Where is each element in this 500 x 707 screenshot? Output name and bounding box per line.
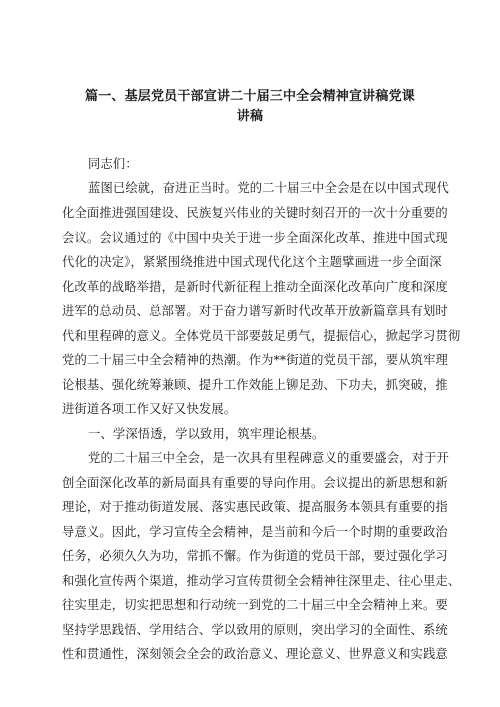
document-title-line-2: 讲稿 bbox=[236, 109, 264, 124]
paragraph-line: 创全面深化改革的新局面具有重要的导向作用。会议提出的新思想和新 bbox=[62, 476, 448, 490]
salutation: 同志们： bbox=[88, 157, 138, 171]
paragraph-line: 会议。会议通过的《中国中央关于进一步全面深化改革、推进中国式现 bbox=[62, 231, 448, 245]
paragraph-line: 进街道各项工作又好又快发展。 bbox=[62, 402, 237, 416]
paragraph-line: 化改革的战略举措，是新时代新征程上推动全面深化改革向广度和深度 bbox=[62, 280, 448, 294]
paragraph-line: 代和里程碑的意义。全体党员干部要鼓足勇气，提振信心，掀起学习贯彻 bbox=[62, 329, 461, 343]
section-heading: 一、学深悟透，学以致用，筑牢理论根基。 bbox=[88, 427, 325, 441]
paragraph-line: 化全面推进强国建设、民族复兴伟业的关键时刻召开的一次十分重要的 bbox=[62, 206, 448, 220]
paragraph-line: 党的二十届三中全会精神的热潮。作为**街道的党员干部，要从筑牢理 bbox=[62, 353, 449, 367]
paragraph-line: 进军的总动员、总部署。对于奋力谱写新时代改革开放新篇章具有划时 bbox=[62, 304, 448, 318]
paragraph-line: 代化的决定》，紧紧围绕推进中国式现代化这个主题擘画进一步全面深 bbox=[62, 255, 442, 269]
paragraph-line: 坚持学思践悟、学用结合、学以致用的原则，突出学习的全面性、系统 bbox=[62, 623, 448, 637]
paragraph-line: 理论，对于推动街道发展、落实惠民政策、提高服务本领具有重要的指 bbox=[62, 500, 448, 514]
paragraph-line: 蓝图已绘就，奋进正当时。党的二十届三中全会是在以中国式现代 bbox=[88, 181, 449, 195]
paragraph-line: 性和贯通性，深刻领会全会的政治意义、理论意义、世界意义和实践意 bbox=[62, 647, 448, 661]
paragraph-line: 党的二十届三中全会，是一次具有里程碑意义的重要盛会，对于开 bbox=[88, 451, 449, 465]
document-title-line-1: 篇一、基层党员干部宣讲二十届三中全会精神宣讲稿党课 bbox=[84, 89, 415, 104]
paragraph-line: 往实里走，切实把思想和行动统一到党的二十届三中全会精神上来。要 bbox=[62, 598, 448, 612]
paragraph-line: 导意义。因此，学习宣传全会精神，是当前和今后一个时期的重要政治 bbox=[62, 525, 448, 539]
paragraph-line: 论根基、强化统筹兼顾、提升工作效能上铆足劲、下功夫，抓突破，推 bbox=[62, 378, 448, 392]
paragraph-line: 和强化宣传两个渠道，推动学习宣传贯彻全会精神往深里走、往心里走、 bbox=[62, 574, 461, 588]
paragraph-line: 任务，必须久久为功，常抓不懈。作为街道的党员干部，要过强化学习 bbox=[62, 549, 448, 563]
